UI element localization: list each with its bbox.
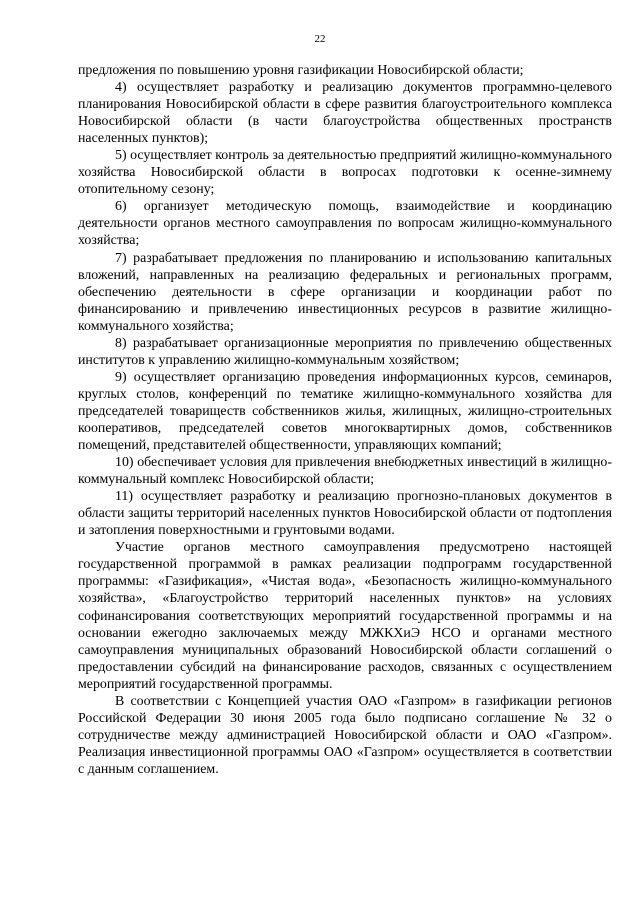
list-item-9: 9) осуществляет организацию проведения информационных курсов, семинаров, круглых столов, конференций по тематике жилищно-коммунального хозяйства для председателей товариществ собственников жилья, жилищных, жилищно-строительных кооперативов, председателей советов многоквартирных домов, собственников помещений, представителей общественности, управляющих компаний; xyxy=(78,369,612,454)
paragraph-gazprom: В соответствии с Концепцией участия ОАО «Газпром» в газификации регионов Российской Федерации 30 июня 2005 года было подписано соглашение № 32 о сотрудничестве между администрацией Новосибирской области и ОАО «Газпром». Реализация инвестиционной программы ОАО «Газпром» осуществляется в соответствии с данным соглашением. xyxy=(78,693,612,777)
paragraph-continuation: предложения по повышению уровня газификации Новосибирской области; xyxy=(78,63,524,78)
list-item-5: 5) осуществляет контроль за деятельностью предприятий жилищно-коммунального хозяйства Новосибирской области в вопросах подготовки к осенне-зимнему отопительному сезону; xyxy=(78,148,612,198)
list-item-8: 8) разрабатывает организационные мероприятия по привлечению общественных институтов к управлению жилищно-коммунальным хозяйством; xyxy=(78,335,612,368)
list-item-4: 4) осуществляет разработку и реализацию документов программно-целевого планирования Новосибирской области в сфере развития благоустроительного комплекса Новосибирской области (в части благоустройства общественных пространств населенных пунктов); xyxy=(78,80,612,147)
document-body xyxy=(78,62,612,778)
paragraph-local-government: Участие органов местного самоуправления предусмотрено настоящей государственной программой в рамках реализации подпрограмм государственной программы: «Газификация», «Чистая вода», «Безопасность жилищно-коммунального хозяйства», «Благоустройство территорий населенных пунктов» на условиях софинансирования соответствующих мероприятий государственной программы и на основании ежегодно заключаемых между МЖКХиЭ НСО и органами местного самоуправления муниципальных образований Новосибирской области соглашений о предоставлении субсидий на финансирование расходов, связанных с осуществлением мероприятий государственной программы. xyxy=(78,540,612,692)
list-item-7: 7) разрабатывает предложения по планированию и использованию капитальных вложений, направленных на реализацию федеральных и региональных программ, обеспечению деятельности в сфере организации и координации работ по финансированию и привлечению инвестиционных ресурсов в развитие жилищно-коммунального хозяйства; xyxy=(78,250,612,334)
list-item-11: 11) осуществляет разработку и реализацию прогнозно-плановых документов в области защиты территорий населенных пунктов Новосибирской области от подтопления и затопления поверхностными и грунтовыми водами. xyxy=(78,489,612,539)
list-item-10: 10) обеспечивает условия для привлечения внебюджетных инвестиций в жилищно-коммунальный комплекс Новосибирской области; xyxy=(78,455,612,488)
page-number: 22 xyxy=(314,33,326,45)
list-item-6: 6) организует методическую помощь, взаимодействие и координацию деятельности органов местного самоуправления по вопросам жилищно-коммунального хозяйства; xyxy=(78,199,612,249)
